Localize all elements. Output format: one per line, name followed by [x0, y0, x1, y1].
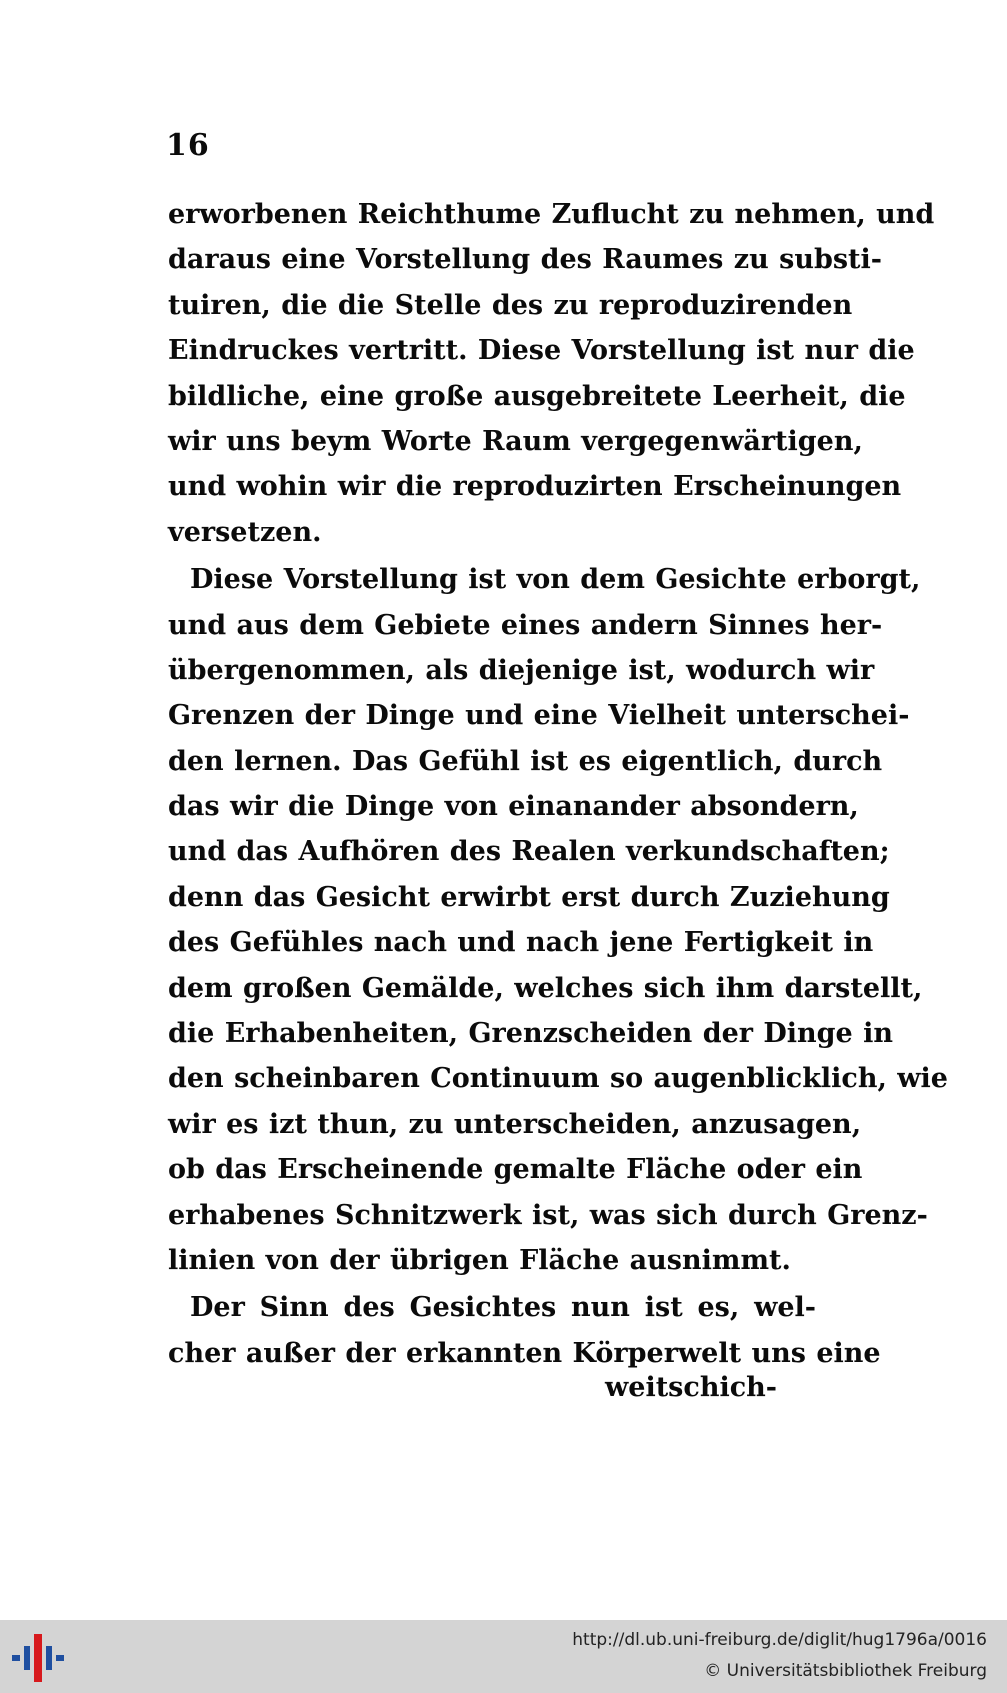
- text-line: Eindruckes vertritt. Diese Vorstellung ist nur die: [168, 335, 915, 367]
- text-line: wir uns beym Worte Raum vergegenwärtigen,: [168, 425, 863, 457]
- text-line: denn das Gesicht erwirbt erst durch Zuziehung: [168, 881, 890, 913]
- text-line: wir es izt thun, zu unterscheiden, anzusagen,: [168, 1108, 862, 1140]
- page-number: 16: [166, 128, 210, 163]
- catchword: weitschich-: [605, 1372, 777, 1403]
- text-line: den lernen. Das Gefühl ist es eigentlich, durch: [168, 745, 883, 777]
- text-line: versetzen.: [168, 516, 322, 548]
- text-line: und das Aufhören des Realen verkundschaften;: [168, 836, 890, 868]
- copyright-text: © Universitätsbibliothek Freiburg: [704, 1661, 987, 1681]
- text-line: erhabenes Schnitzwerk ist, was sich durch Grenz-: [168, 1199, 928, 1231]
- text-line: übergenommen, als diejenige ist, wodurch wir: [168, 654, 875, 686]
- text-line: erworbenen Reichthume Zuflucht zu nehmen, und: [168, 199, 935, 230]
- text-line: linien von der übrigen Fläche ausnimmt.: [168, 1244, 791, 1276]
- text-line: und wohin wir die reproduzirten Erscheinungen: [168, 471, 902, 503]
- text-line: Diese Vorstellung ist von dem Gesichte erborgt,: [190, 564, 921, 596]
- text-line: den scheinbaren Continuum so augenblicklich, wie: [168, 1063, 948, 1095]
- text-line: des Gefühles nach und nach jene Fertigkeit in: [168, 927, 874, 959]
- body-text: [168, 192, 948, 1376]
- text-line: cher außer der erkannten Körperwelt uns eine: [168, 1337, 881, 1369]
- text-line: daraus eine Vorstellung des Raumes zu substi-: [168, 244, 882, 276]
- text-line: Grenzen der Dinge und eine Vielheit unterschei-: [168, 700, 910, 732]
- text-line: die Erhabenheiten, Grenzscheiden der Dinge in: [168, 1018, 894, 1050]
- text-line: Der Sinn des Gesichtes nun ist es, wel-: [190, 1292, 816, 1324]
- text-line: das wir die Dinge von einanander absondern,: [168, 791, 859, 823]
- footer-bar: [0, 1620, 1007, 1693]
- text-line: dem großen Gemälde, welches sich ihm darstellt,: [168, 972, 923, 1004]
- text-line: tuiren, die die Stelle des zu reproduzirenden: [168, 289, 853, 321]
- source-url-link[interactable]: http://dl.ub.uni-freiburg.de/diglit/hug1796a/0016: [572, 1630, 987, 1650]
- text-line: und aus dem Gebiete eines andern Sinnes her-: [168, 609, 883, 641]
- text-line: bildliche, eine große ausgebreitete Leerheit, die: [168, 380, 906, 412]
- text-line: ob das Erscheinende gemalte Fläche oder ein: [168, 1154, 863, 1186]
- ub-freiburg-logo-icon[interactable]: [12, 1632, 64, 1684]
